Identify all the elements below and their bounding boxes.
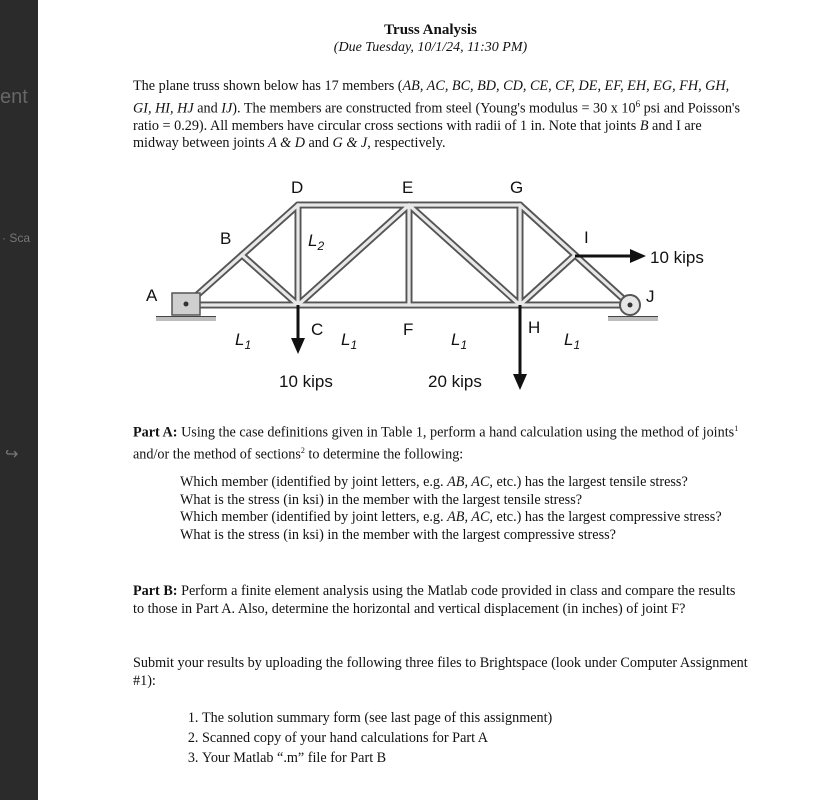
joint-label-i: I xyxy=(584,228,589,247)
due-date: (Due Tuesday, 10/1/24, 11:30 PM) xyxy=(333,40,528,55)
joint-label-c: C xyxy=(311,320,324,339)
truss-figure xyxy=(38,0,823,420)
part-b-paragraph: Part B: Perform a finite element analysis using the Matlab code provided in class and compare the results to those in Part A. Also, determine the horizontal and vertical displacement (in inches) of joint F? xyxy=(133,583,736,617)
question-3: Which member (identified by joint letters, e.g. AB, AC, etc.) has the largest compressive stress? xyxy=(180,509,722,525)
question-2: What is the stress (in ksi) in the member with the largest tensile stress? xyxy=(180,491,583,508)
document-page xyxy=(38,0,823,800)
load-label-h: 20 kips xyxy=(428,372,482,391)
joint-label-j: J xyxy=(646,287,655,306)
joint-label-b: B xyxy=(220,229,232,248)
joint-label-d: D xyxy=(291,178,304,197)
submit-paragraph: Submit your results by uploading the following three files to Brightspace (look under Computer Assignment #1): xyxy=(133,655,748,689)
sidebar-overlay xyxy=(0,0,38,800)
dim-l1-4: $L_1$ xyxy=(564,330,581,352)
load-arrowhead-i xyxy=(630,249,646,263)
joint-label-g: G xyxy=(510,178,524,197)
joint-label-f: F xyxy=(403,320,414,339)
load-label-i: 10 kips xyxy=(650,248,704,267)
joint-label-e: E xyxy=(402,178,414,197)
question-1: Which member (identified by joint letters, e.g. AB, AC, etc.) has the largest tensile stress? xyxy=(180,474,688,490)
dim-l1-1: $L_1$ xyxy=(235,330,252,352)
dim-l2: $L_2$ xyxy=(308,231,325,253)
part-a-paragraph: Part A: Using the case definitions given in Table 1, perform a hand calculation using the method of joints$^1$ and/or the method of sections$^2$ to determine the following: xyxy=(133,424,739,463)
sidebar-ghost-text: ent xyxy=(0,86,28,108)
share-icon: ↪ xyxy=(5,446,19,463)
load-label-c: 10 kips xyxy=(279,372,333,391)
part-a-questions xyxy=(180,474,750,544)
load-arrowhead-h xyxy=(513,374,527,390)
file-list xyxy=(180,708,722,768)
file-item: 1. The solution summary form (see last page of this assignment) xyxy=(202,708,722,728)
load-arrowhead-c xyxy=(291,338,305,354)
dim-l1-2: $L_1$ xyxy=(341,330,358,352)
question-4: What is the stress (in ksi) in the member with the largest compressive stress? xyxy=(180,526,616,543)
truss-members-fill xyxy=(186,205,630,305)
file-item: 2. Scanned copy of your hand calculations for Part A xyxy=(202,728,722,748)
doc-title: Truss Analysis xyxy=(384,22,477,38)
intro-paragraph: The plane truss shown below has 17 members (AB, AC, BC, BD, CD, CE, CF, DE, EF, EH, EG, FH, GH, GI, HI, HJ and IJ). The members are constructed from steel (Young's modulus = 30 x $10^6$ psi and Poisson's ratio = 0.29). All members have circular cross sections with radii of 1 in. Note that joints B and I are midway between joints A & D and G & J, respectively. xyxy=(133,78,740,152)
dim-l1-3: $L_1$ xyxy=(451,330,468,352)
file-item: 3. Your Matlab “.m” file for Part B xyxy=(202,748,722,768)
joint-label-h: H xyxy=(528,318,541,337)
joint-label-a: A xyxy=(146,286,158,305)
sidebar-ghost-item: · Sca xyxy=(2,231,31,245)
